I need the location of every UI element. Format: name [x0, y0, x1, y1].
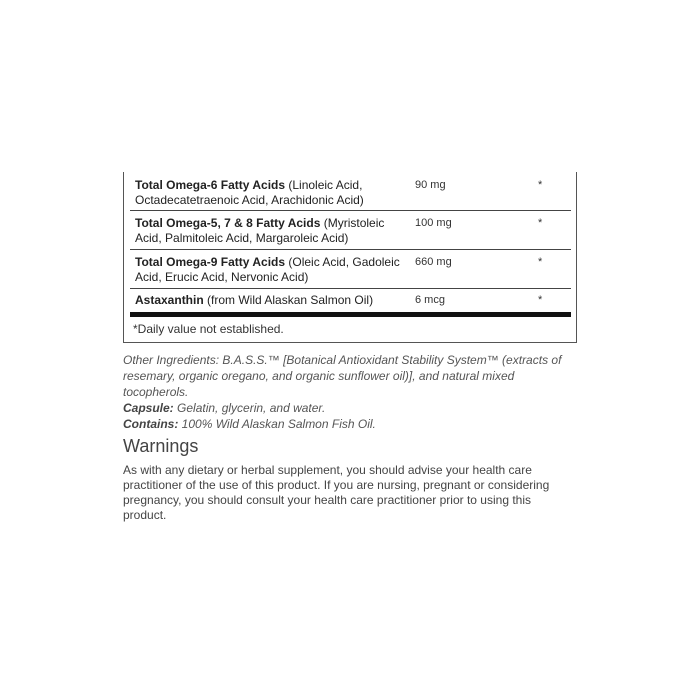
warnings-text: As with any dietary or herbal supplement, you should advise your health care practitioner of the use of this product. If you are nursing, pregnant or considering pregnancy, you should consult your health care practitioner prior to using this product.: [123, 463, 550, 522]
nutrient-amount: 660 mg: [415, 256, 452, 268]
nutrient-name: Total Omega-6 Fatty Acids (Linoleic Acid, Octadecatetraenoic Acid, Arachidonic Acid): [135, 178, 364, 207]
daily-value: *: [538, 294, 543, 306]
warnings-heading: Warnings: [123, 436, 199, 456]
row-divider: [130, 249, 571, 250]
nutrient-amount: 6 mcg: [415, 294, 445, 306]
footnote: *Daily value not established.: [133, 322, 284, 336]
nutrient-name: Astaxanthin (from Wild Alaskan Salmon Oil): [135, 293, 374, 307]
capsule-line: Capsule: Gelatin, glycerin, and water.: [123, 401, 326, 415]
contains-line: Contains: 100% Wild Alaskan Salmon Fish Oil.: [123, 417, 376, 431]
nutrient-name: Total Omega-9 Fatty Acids (Oleic Acid, Gadoleic Acid, Erucic Acid, Nervonic Acid): [135, 255, 400, 284]
row-divider: [130, 288, 571, 289]
thick-divider: [130, 312, 571, 317]
daily-value: *: [538, 256, 543, 268]
nutrient-amount: 100 mg: [415, 217, 452, 229]
nutrient-name: Total Omega-5, 7 & 8 Fatty Acids (Myristoleic Acid, Palmitoleic Acid, Margaroleic Acid): [135, 216, 385, 245]
ingredients-block: [123, 352, 583, 432]
daily-value: *: [538, 217, 543, 229]
nutrient-amount: 90 mg: [415, 179, 446, 191]
other-ingredients: Other Ingredients: B.A.S.S.™ [Botanical Antioxidant Stability System™ (extracts of resemary, organic oregano, and organic sunflower oil)], and natural mixed tocopherols.: [123, 353, 562, 399]
daily-value: *: [538, 179, 543, 191]
supplement-facts-table: [123, 172, 577, 343]
row-divider: [130, 210, 571, 211]
